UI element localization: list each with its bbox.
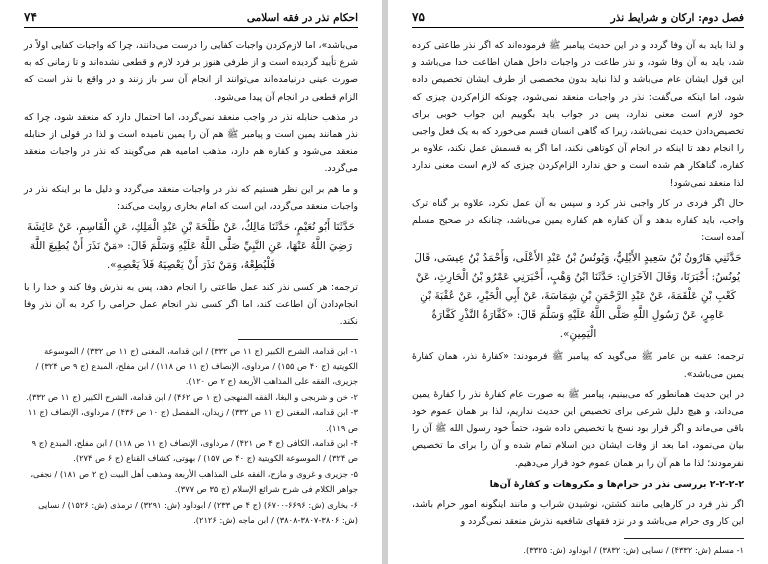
footnote: ۱- مسلم (ش: ۴۳۳۲) / نسایی (ش: ۳۸۳۲) / ابوداود (ش: ۳۳۲۵). (523, 545, 744, 556)
footnote: ۶- بخاری (ش: ۶۶۹۶-۶۷۰۰) (ج ۴ ص ۲۳۳) / ابوداود (ش: ۳۲۹۱) / ترمذی (ش: ۱۵۲۶) / نسایی (ش: ۳۸۰۶-۳۸۰۷-۳۸۰۸) / ابن ماجه (ش: ۲۱۲۶). (38, 499, 358, 526)
page-number: ۷۵ (412, 10, 425, 24)
footnote: ۵- جزیری و غروی و مازح، الفقه علی المذاهب الأربعة ومذهب أهل البیت (ج ۲ ص ۱۸۱) / نجفی، جواهر الکلام فی شرح شرائع الإسلام (ج ۳۵ ص ۳۷۷). (30, 468, 358, 495)
page-body (24, 37, 358, 331)
arabic-hadith: حَدَّثَنِي هَارُونُ بْنُ سَعِيدٍ الأَيْلِيُّ، وَيُونُسُ بْنُ عَبْدِ الأَعْلَى، وَأَحْمَدُ بْنُ عِيسَى، قَالَ يُونُسُ: أَخْبَرَنَا، وَقَالَ الآخَرَانِ: حَدَّثَنَا ابْنُ وَهْبٍ، أَخْبَرَنِي عَمْرُو بْنُ الْحَارِثِ، عَنْ كَعْبِ بْنِ عَلْقَمَةَ، عَنْ عَبْدِ الرَّحْمَنِ بْنِ شِمَاسَةَ، عَنْ أَبِي الْخَيْرِ، عَنْ عُقْبَةَ بْنِ عَامِرٍ، عَنْ رَسُولِ اللَّهِ صَلَّى اللَّهُ عَلَيْهِ وَسَلَّمَ قَالَ: «كَفَّارَةُ النَّذْرِ كَفَّارَةُ الْيَمِينِ». (414, 252, 742, 341)
translation-paragraph: ترجمه: عقبه بن عامر ﷺ می‌گوید که پیامبر ﷺ فرمودند: «کفارهٔ نذر، همان کفارهٔ یمین می‌باشد». (412, 351, 744, 380)
footnote-separator (624, 538, 744, 539)
body-paragraph: و ما هم بر این نظر هستیم که نذر در واجبات منعقد می‌گردد و دلیل ما بر اینکه نذر در واجبات منعقد می‌گردد، این است که امام بخاری روایت می‌کند: (24, 183, 358, 212)
body-paragraph: در مذهب حنابله نذر در واجب منعقد نمی‌گردد، اما احتمال دارد که منعقد شود، چرا که نذر همانند یمین است و پیامبر ﷺ هم آن را یمین نامیده است و لذا در قولی از حنابله منعقد می‌شود و کفاره هم دارد، مذهب امامیه هم می‌گویند که نذر در واجبات منعقد می‌گردد. (24, 111, 358, 175)
footnotes (412, 543, 744, 558)
body-paragraph: حال اگر فردی در کار واجبی نذر کرد و سپس به آن عمل نکرد، علاوه بر گناه ترک واجب، باید کفاره بدهد و آن کفاره هم کفاره یمین می‌باشد، چنانکه در صحیح مسلم آمده است: (412, 197, 744, 244)
section-title: ۲-۲-۲-۲ بررسی نذر در حرام‌ها و مکروهات و کفارهٔ آن‌ها (489, 478, 744, 490)
page-header (412, 10, 744, 28)
page-number: ۷۴ (24, 10, 37, 24)
footnote: ۴- ابن قدامة، الکافی (ج ۴ ص ۴۲۱) / مرداوی، الإنصاف (ج ۱۱ ص ۱۱۸) / ابن مفلح، المبدع (ج ۹ ص ۳۲۴) / الموسوعة الکویتیة (ج ۴۰ ص ۱۵۷) / بهوتی، کشاف القناع (ج ۶ ص ۲۷۴). (31, 438, 358, 464)
left-page (0, 0, 382, 564)
right-page (388, 0, 768, 564)
footnotes (24, 344, 358, 529)
body-paragraph: اگر نذر فرد در کارهایی مانند کشتن، نوشیدن شراب و مانند اینگونه امور حرام باشد، این کار وی حرام می‌باشد و در نزد فقهای شافعیه نذرش منعقد نمی‌گردد و (412, 499, 744, 528)
body-paragraph: و لذا باید به آن وفا گردد و در این حدیث پیامبر ﷺ فرموده‌اند که اگر نذر طاعتی کرده شد، باید به آن وفا شود، و نذر طاعت در واجبات داخل همان اطاعت خدا می‌باشد و این قول ایشان عام می‌باشد و لذا نباید بدون مخصصی از طرف ایشان تخصیص داده شود، اما اینکه می‌گفت: نذر در واجبات منعقد نمی‌شود، چونکه الزام‌کردن چیزی که خود لازم است معنی ندارد، پس در جواب باید بگوییم این جواب خوبی برای تخصیص‌دادن حدیث نمی‌باشد، زیرا که گاهی انسان قسم می‌خورد که به یک فعل واجبی را انجام دهد تا اینکه در انجام آن کوتاهی نکند، اما اگر به قسمش عمل نکند، علاوه بر کفاره، گناهکار هم شده است و حق ندارد الزام‌کردن چیزی که لازم است معنی ندارد لذا منعقد نمی‌شود! (412, 40, 744, 189)
body-paragraph: می‌باشد»، اما لازم‌کردن واجبات کفایی را درست می‌دانند، چرا که واجبات کفایی اولاً در شرع تأیید گردیده است و از طرفی هنوز بر فرد لازم و قطعی نشده‌اند و تا زمانی که به صورت عینی درنیامده‌اند می‌توانند از انجام آن سر باز زنند و در واقع با نذر است که الزام قطعی در انجام آن پیدا می‌شود. (24, 40, 358, 103)
page-body (412, 37, 744, 530)
translation-paragraph: ترجمه: هر کسی نذر کند عمل طاعتی را انجام دهد، پس به نذرش وفا کند و خدا را با انجام‌دادن آن اطاعت کند، اما اگر کسی نذر انجام عمل حرامی را کرد به آن نذر وفا نکند. (24, 282, 358, 328)
footnote: ۱- ابن قدامة، الشرح الکبیر (ج ۱۱ ص ۳۳۲) / ابن قدامة، المغنی (ج ۱۱ ص ۳۳۲) / الموسوعة الکویتیة (ج ۴۰ ص ۱۵۵) / مرداوی، الإنصاف (ج ۱۱ ص ۱۱۸) / ابن مفلح، المبدع (ج ۹ ص ۳۲۴) / جزیری، الفقه علی المذاهب الأربعة (ج ۲ ص ۱۲۰). (35, 345, 358, 387)
footnote: ۳- ابن قدامة، المغنی (ج ۱۱ ص ۳۳۲) / زیدان، المفصل (ج ۱۰ ص ۴۳۶) / مرداوی، الإنصاف (ج ۱۱ ص ۱۱۹). (27, 407, 358, 433)
page-header (24, 10, 358, 28)
arabic-hadith: حَدَّثَنَا أَبُو نُعَيْمٍ، حَدَّثَنَا مَالِكٌ، عَنْ طَلْحَةَ بْنِ عَبْدِ الْمَلِكِ، عَنِ الْقَاسِمِ، عَنْ عَائِشَةَ رَضِيَ اللَّهُ عَنْهَا، عَنِ النَّبِيِّ صَلَّى اللَّهُ عَلَيْهِ وَسَلَّمَ قَالَ: «مَنْ نَذَرَ أَنْ يُطِيعَ اللَّهَ فَلْيُطِعْهُ، وَمَنْ نَذَرَ أَنْ يَعْصِيَهُ فَلاَ يَعْصِهِ». (27, 221, 355, 272)
body-paragraph: در این حدیث همانطور که می‌بینیم، پیامبر ﷺ به صورت عام کفارهٔ نذر را کفارهٔ یمین می‌داند، و هیچ دلیل شرعی برای تخصیص این حدیث نداریم، لذا بر همان عموم خود باقی می‌ماند و اگر قرار بود نسخ یا تخصیص داده شود، حتماً خود رسول الله ﷺ آن را بیان می‌نمود، اما بعد از وفات ایشان دین اسلام تمام شده و آن را برای ما تخصیص نفرمودند؛ لذا ما هم آن را بر همان عموم خود قرار می‌دهیم. (412, 388, 744, 469)
page-header-title: فصل دوم: ارکان و شرایط نذر (610, 12, 744, 24)
footnote-separator (238, 339, 358, 340)
page-header-title: احکام نذر در فقه اسلامی (246, 12, 358, 24)
footnote: ۲- خن و شربجی و البغا، الفقه المنهجی (ج ۱ ص ۴۶۲) / ابن قدامة، الشرح الکبیر (ج ۱۱ ص ۳۳۲). (26, 391, 358, 402)
